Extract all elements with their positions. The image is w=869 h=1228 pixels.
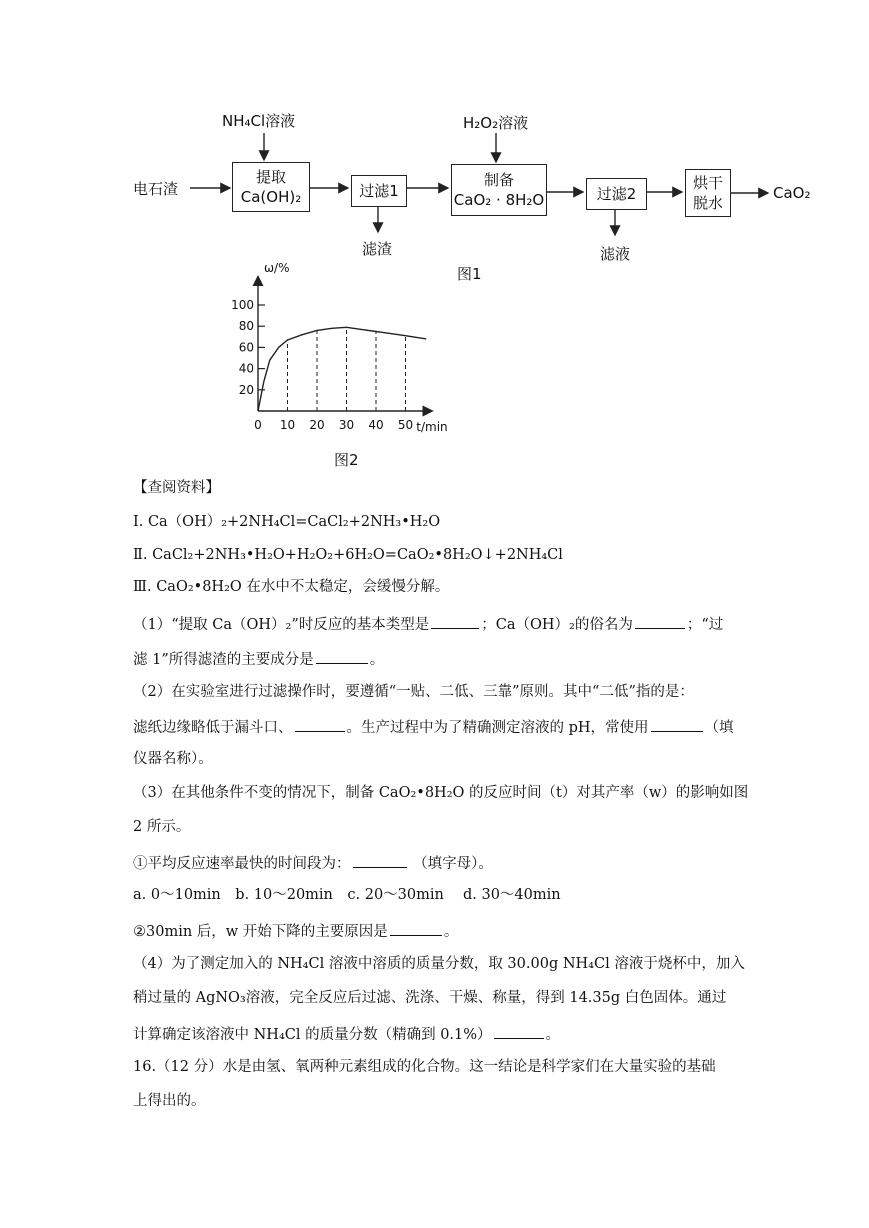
- question-4-line-3: 计算确定该溶液中 NH₄Cl 的质量分数（精确到 0.1%） 。: [133, 1022, 560, 1045]
- x-axis-label: t/min: [416, 420, 448, 434]
- answer-blank-6[interactable]: [353, 851, 407, 868]
- box-filter1-label: 过滤1: [359, 182, 399, 200]
- box-prepare-line1: 制备: [483, 171, 514, 189]
- question-16-line-2: 上得出的。: [133, 1093, 206, 1109]
- x-tick-label-10: 10: [279, 418, 296, 432]
- question-2-line-2: 滤纸边缘略低于漏斗口、 。生产过程中为了精确测定溶液的 pH，常使用 （填: [133, 715, 734, 738]
- output-cao2-label: CaO₂: [773, 184, 811, 202]
- y-tick-label-100: 100: [231, 298, 254, 312]
- box-dry: [685, 169, 731, 217]
- box-prepare: [451, 164, 547, 216]
- box-extract-line2: Ca(OH)₂: [240, 188, 302, 206]
- question-3-options: a. 0～10min b. 10～20min c. 20～30min d. 30～40min: [133, 887, 561, 903]
- answer-blank-7[interactable]: [390, 919, 442, 936]
- box-extract: [232, 162, 310, 212]
- answer-blank-5[interactable]: [651, 715, 703, 732]
- question-16-line-1: 16.（12 分）水是由氢、氧两种元素组成的化合物。这一结论是科学家们在大量实验的基础: [133, 1059, 716, 1075]
- y-axis-label: ω/%: [264, 261, 290, 275]
- box-dry-line2: 脱水: [692, 194, 723, 212]
- filtrate-label: 滤液: [600, 245, 631, 263]
- box-filter2: [586, 178, 647, 210]
- figure2-caption: 图2: [334, 451, 359, 469]
- answer-blank-2[interactable]: [635, 612, 685, 629]
- box-dry-line1: 烘干: [692, 174, 723, 192]
- box-filter1: [351, 175, 407, 207]
- y-tick-label-60: 60: [238, 340, 254, 355]
- question-2-line-1: （2）在实验室进行过滤操作时，要遵循“一贴、二低、三靠”原则。其中“二低”指的是：: [133, 684, 694, 700]
- reagent-nh4cl-label: NH₄Cl溶液: [222, 112, 296, 130]
- heading-reference: 【查阅资料】: [133, 480, 220, 496]
- question-2-line-3: 仪器名称）。: [133, 751, 213, 767]
- x-tick-label-30: 30: [338, 418, 355, 432]
- box-filter2-label: 过滤2: [596, 185, 637, 203]
- info-line-3: Ⅲ. CaO₂•8H₂O 在水中不太稳定，会缓慢分解。: [133, 579, 450, 595]
- yield-curve-line: [258, 327, 426, 411]
- input-carbide-slag-label: 电石渣: [133, 180, 179, 198]
- question-3-line-3: ①平均反应速率最快的时间段为： （填字母）。: [133, 851, 493, 874]
- answer-blank-1[interactable]: [431, 612, 479, 629]
- x-tick-label-40: 40: [368, 418, 384, 432]
- question-3-line-2: 2 所示。: [133, 819, 191, 835]
- question-4-line-2: 稍过量的 AgNO₃溶液，完全反应后过滤、洗涤、干燥、称量，得到 14.35g 白色固体。通过: [133, 990, 727, 1006]
- yield-time-chart: [225, 258, 475, 438]
- question-3-line-5: ②30min 后，w 开始下降的主要原因是 。: [133, 919, 458, 942]
- residue-label: 滤渣: [362, 240, 393, 258]
- question-3-line-1: （3）在其他条件不变的情况下，制备 CaO₂•8H₂O 的反应时间（t）对其产率（w）的影响如图: [133, 785, 749, 801]
- box-extract-line1: 提取: [255, 168, 286, 186]
- x-tick-label-20: 20: [309, 418, 325, 432]
- reagent-h2o2-label: H₂O₂溶液: [463, 114, 529, 132]
- y-tick-label-80: 80: [238, 319, 254, 334]
- y-tick-label-40: 40: [238, 361, 254, 376]
- info-line-1: Ⅰ. Ca（OH）₂+2NH₄Cl=CaCl₂+2NH₃•H₂O: [133, 514, 441, 530]
- info-line-2: Ⅱ. CaCl₂+2NH₃•H₂O+H₂O₂+6H₂O=CaO₂•8H₂O↓+2NH₄Cl: [133, 547, 563, 563]
- flow-diagram-arrows: [0, 0, 869, 290]
- question-1-line-2: 滤 1”所得滤渣的主要成分是 。: [133, 647, 384, 670]
- figure1-caption: 图1: [457, 265, 482, 283]
- x-tick-label-50: 50: [397, 418, 414, 432]
- box-prepare-line2: CaO₂ · 8H₂O: [453, 191, 545, 209]
- answer-blank-4[interactable]: [295, 715, 345, 732]
- question-1-line-1: （1）“提取 Ca（OH）₂”时反应的基本类型是 ；Ca（OH）₂的俗名为 ；“过: [133, 612, 723, 635]
- answer-blank-3[interactable]: [316, 647, 368, 664]
- y-tick-label-20: 20: [238, 382, 254, 397]
- x-tick-label-0: 0: [254, 418, 262, 432]
- question-4-line-1: （4）为了测定加入的 NH₄Cl 溶液中溶质的质量分数，取 30.00g NH₄Cl 溶液于烧杯中，加入: [133, 956, 745, 972]
- answer-blank-8[interactable]: [494, 1022, 544, 1039]
